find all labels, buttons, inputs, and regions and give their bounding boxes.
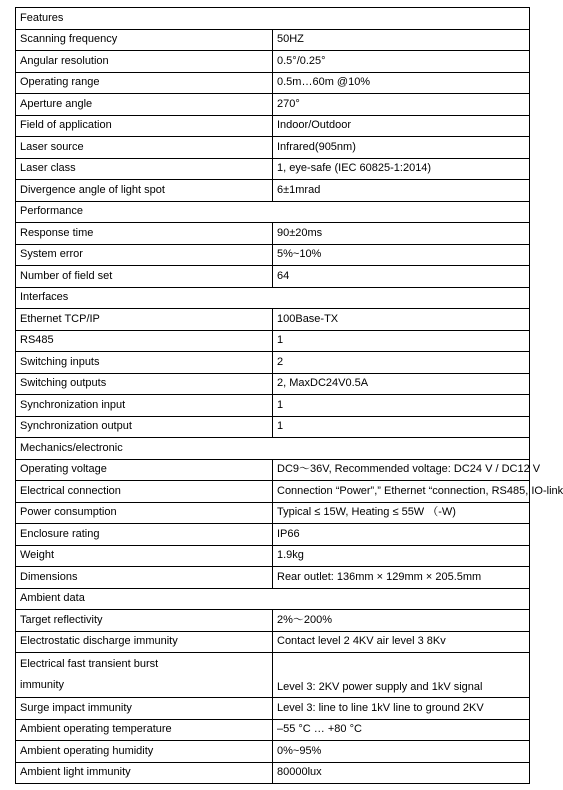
row-label: Electrostatic discharge immunity: [16, 631, 273, 653]
row-value: 1, eye-safe (IEC 60825-1:2014): [273, 158, 530, 180]
table-row: [16, 545, 530, 567]
section-header-row: [16, 201, 530, 223]
row-label: Ethernet TCP/IP: [16, 309, 273, 331]
row-label: Number of field set: [16, 266, 273, 288]
section-title-ambient: Ambient data: [16, 588, 530, 610]
row-value: 64: [273, 266, 530, 288]
table-row: [16, 653, 530, 698]
table-row: [16, 330, 530, 352]
row-value: Rear outlet: 136mm × 129mm × 205.5mm: [273, 567, 530, 589]
row-label: RS485: [16, 330, 273, 352]
row-value: 0%~95%: [273, 741, 530, 763]
row-label: Response time: [16, 223, 273, 245]
section-title-features: Features: [16, 8, 530, 30]
row-label: System error: [16, 244, 273, 266]
table-row: [16, 373, 530, 395]
table-row: [16, 94, 530, 116]
row-value: 100Base-TX: [273, 309, 530, 331]
row-label: Target reflectivity: [16, 610, 273, 632]
row-label: Enclosure rating: [16, 524, 273, 546]
row-value: Connection “Power”,” Ethernet “connection, RS485, IO-link: [273, 481, 530, 503]
row-label: Operating range: [16, 72, 273, 94]
row-value: 0.5°/0.25°: [273, 51, 530, 73]
row-label: Synchronization input: [16, 395, 273, 417]
row-label: Synchronization output: [16, 416, 273, 438]
row-label: Operating voltage: [16, 459, 273, 481]
table-row: [16, 524, 530, 546]
table-row: [16, 481, 530, 503]
section-header-row: [16, 588, 530, 610]
row-value: Typical ≤ 15W, Heating ≤ 55W （-W): [273, 502, 530, 524]
section-header-row: [16, 287, 530, 309]
table-row: [16, 223, 530, 245]
row-label-line: Electrical fast transient burst: [20, 658, 159, 670]
row-value: Level 3: line to line 1kV line to ground 2KV: [273, 698, 530, 720]
row-value: 80000lux: [273, 762, 530, 784]
row-label: Divergence angle of light spot: [16, 180, 273, 202]
row-value: Indoor/Outdoor: [273, 115, 530, 137]
row-label: [16, 653, 273, 698]
table-row: [16, 631, 530, 653]
row-label: Field of application: [16, 115, 273, 137]
row-value: 1: [273, 395, 530, 417]
section-header-row: [16, 438, 530, 460]
row-value: 2: [273, 352, 530, 374]
row-value: 0.5m…60m @10%: [273, 72, 530, 94]
row-label: Laser source: [16, 137, 273, 159]
table-row: [16, 72, 530, 94]
row-label: Laser class: [16, 158, 273, 180]
row-value: Infrared(905nm): [273, 137, 530, 159]
row-label-line: immunity: [20, 679, 65, 691]
row-value: 1.9kg: [273, 545, 530, 567]
table-row: [16, 762, 530, 784]
table-row: [16, 719, 530, 741]
table-row: [16, 610, 530, 632]
row-label: Switching inputs: [16, 352, 273, 374]
table-row: [16, 352, 530, 374]
table-row: [16, 158, 530, 180]
table-row: [16, 698, 530, 720]
table-row: [16, 741, 530, 763]
table-row: [16, 459, 530, 481]
row-label: Weight: [16, 545, 273, 567]
row-label: Aperture angle: [16, 94, 273, 116]
row-label: Scanning frequency: [16, 29, 273, 51]
row-value: 50HZ: [273, 29, 530, 51]
row-value: 5%~10%: [273, 244, 530, 266]
table-row: [16, 309, 530, 331]
row-value: 6±1mrad: [273, 180, 530, 202]
table-row: [16, 416, 530, 438]
row-label: Ambient operating humidity: [16, 741, 273, 763]
row-label: Surge impact immunity: [16, 698, 273, 720]
row-value: 270°: [273, 94, 530, 116]
row-value: 1: [273, 416, 530, 438]
table-row: [16, 567, 530, 589]
row-value: DC9～36V, Recommended voltage: DC24 V / DC12 V: [273, 459, 530, 481]
table-row: [16, 29, 530, 51]
row-value: 2, MaxDC24V0.5A: [273, 373, 530, 395]
row-value: 1: [273, 330, 530, 352]
row-value: 90±20ms: [273, 223, 530, 245]
row-label: Power consumption: [16, 502, 273, 524]
row-label: Switching outputs: [16, 373, 273, 395]
row-label: Angular resolution: [16, 51, 273, 73]
table-row: [16, 115, 530, 137]
row-label: Ambient light immunity: [16, 762, 273, 784]
section-title-mechanics: Mechanics/electronic: [16, 438, 530, 460]
table-row: [16, 395, 530, 417]
row-value: IP66: [273, 524, 530, 546]
row-value: 2%～200%: [273, 610, 530, 632]
table-row: [16, 51, 530, 73]
row-label: Ambient operating temperature: [16, 719, 273, 741]
row-label: Electrical connection: [16, 481, 273, 503]
section-title-interfaces: Interfaces: [16, 287, 530, 309]
table-row: [16, 502, 530, 524]
table-row: [16, 244, 530, 266]
section-title-performance: Performance: [16, 201, 530, 223]
table-row: [16, 180, 530, 202]
row-value: Contact level 2 4KV air level 3 8Kv: [273, 631, 530, 653]
spec-table: [15, 7, 563, 784]
section-header-row: [16, 8, 530, 30]
table-row: [16, 266, 530, 288]
row-label: Dimensions: [16, 567, 273, 589]
table-row: [16, 137, 530, 159]
row-value: Level 3: 2KV power supply and 1kV signal: [273, 653, 530, 698]
row-value: –55 °C … +80 °C: [273, 719, 530, 741]
